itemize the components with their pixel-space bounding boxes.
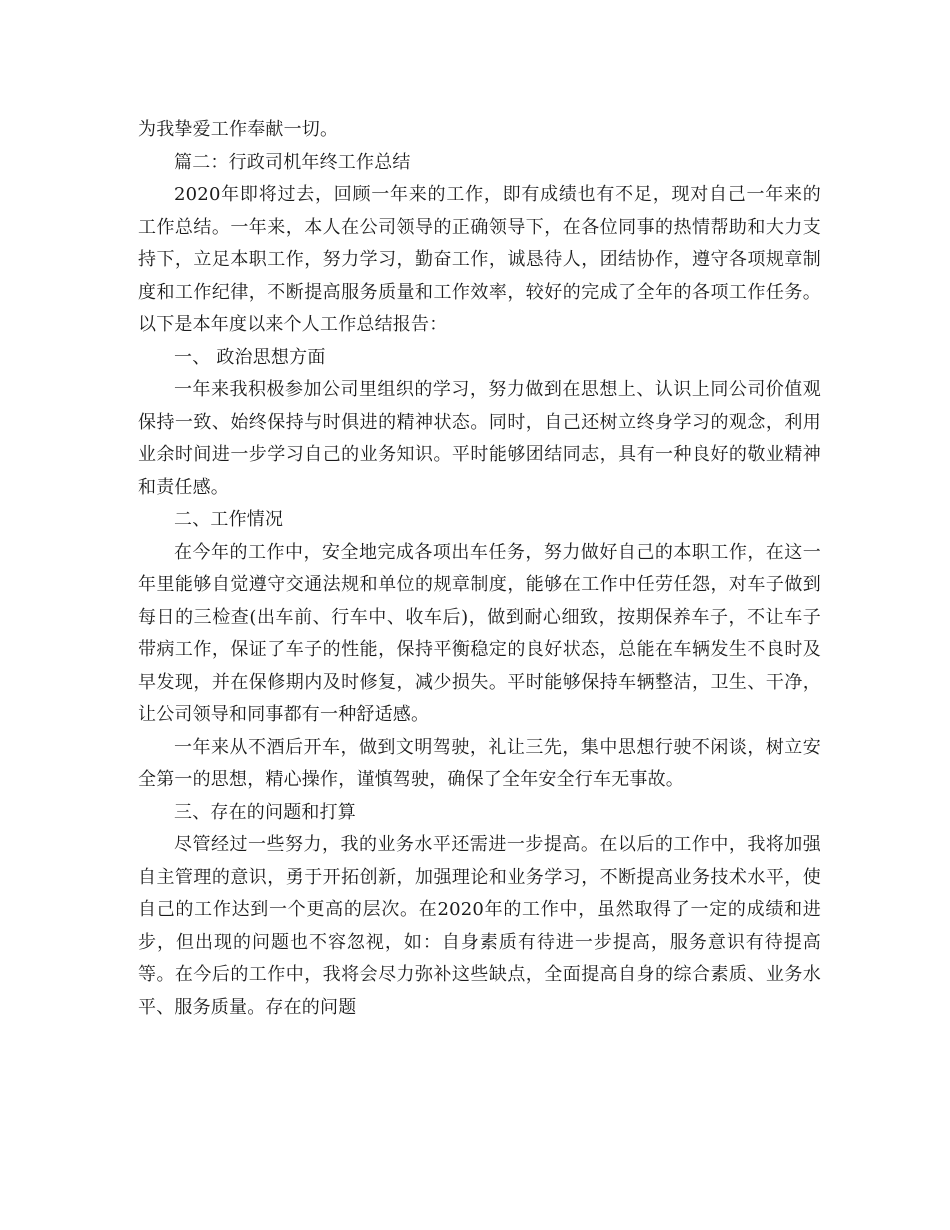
paragraph-intro: 2020年即将过去，回顾一年来的工作，即有成绩也有不足，现对自己一年来的工作总结。一年来，本人在公司领导的正确领导下，在各位同事的热情帮助和大力支持下，立足本职工作，努力学习，勤奋工作，诚恳待人，团结协作，遵守各项规章制度和工作纪律，不断提高服务质量和工作效率，较好的完成了全年的各项工作任务。以下是本年度以来个人工作总结报告： (138, 184, 821, 335)
heading-work-situation: 二、工作情况 (174, 509, 284, 530)
heading-problems-plans: 三、存在的问题和打算 (174, 801, 356, 823)
document-body (138, 114, 821, 1024)
paragraph-problems-plans: 尽管经过一些努力，我的业务水平还需进一步提高。在以后的工作中，我将加强自主管理的意识，勇于开拓创新，加强理论和业务学习，不断提高业务技术水平，使自己的工作达到一个更高的层次。在2020年的工作中，虽然取得了一定的成绩和进步，但出现的问题也不容忽视，如：自身素质有待进一步提高，服务意识有待提高等。在今后的工作中，我将会尽力弥补这些缺点，全面提高自身的综合素质、业务水平、服务质量。存在的问题 (138, 834, 821, 1018)
paragraph-safe-driving: 一年来从不酒后开车，做到文明驾驶，礼让三先，集中思想行驶不闲谈，树立安全第一的思想，精心操作，谨慎驾驶，确保了全年安全行车无事故。 (138, 736, 821, 790)
paragraph-work-situation: 在今年的工作中，安全地完成各项出车任务，努力做好自己的本职工作，在这一年里能够自觉遵守交通法规和单位的规章制度，能够在工作中任劳任怨，对车子做到每日的三检查(出车前、行车中、收车后)，做到耐心细致，按期保养车子，不让车子带病工作，保证了车子的性能，保持平衡稳定的良好状态，总能在车辆发生不良时及早发现，并在保修期内及时修复，减少损失。平时能够保持车辆整洁，卫生、干净，让公司领导和同事都有一种舒适感。 (138, 541, 821, 725)
section-title: 篇二：行政司机年终工作总结 (174, 151, 411, 173)
paragraph-closing-line: 为我挚爱工作奉献一切。 (138, 119, 339, 140)
paragraph-political-thought: 一年来我积极参加公司里组织的学习，努力做到在思想上、认识上同公司价值观保持一致、始终保持与时俱进的精神状态。同时，自己还树立终身学习的观念，利用业余时间进一步学习自己的业务知识。平时能够团结同志，具有一种良好的敬业精神和责任感。 (138, 379, 821, 498)
heading-political-thought: 一、 政治思想方面 (174, 346, 326, 368)
